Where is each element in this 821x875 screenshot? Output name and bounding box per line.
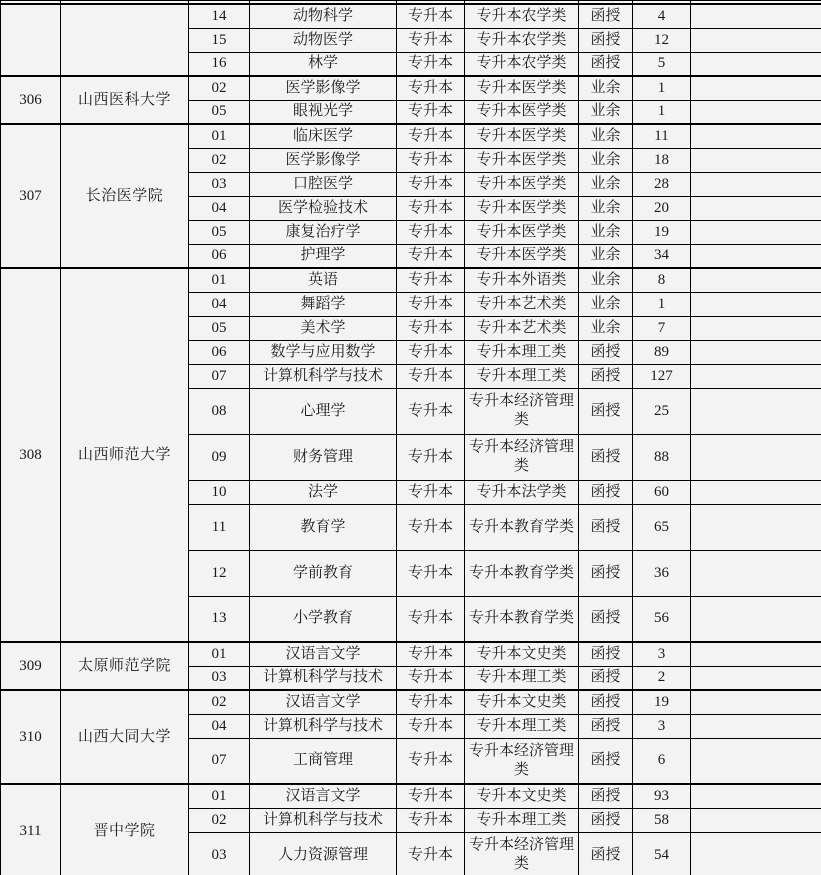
- enrollment-count-cell[interactable]: 88: [633, 434, 691, 480]
- institution-name-cell[interactable]: 山西大同大学: [61, 690, 189, 784]
- major-code-cell[interactable]: 09: [189, 434, 250, 480]
- subject-category-cell[interactable]: 专升本理工类: [465, 364, 579, 388]
- table-row[interactable]: [1, 124, 821, 148]
- enrollment-count-cell[interactable]: 18: [633, 148, 691, 172]
- major-code-cell[interactable]: 01: [189, 784, 250, 808]
- study-mode-cell[interactable]: 函授: [579, 388, 633, 434]
- table-row[interactable]: [1, 76, 821, 100]
- study-level-cell[interactable]: 专升本: [397, 220, 465, 244]
- institution-code-cell[interactable]: [1, 4, 61, 76]
- remark-cell[interactable]: [691, 666, 821, 690]
- subject-category-cell[interactable]: 专升本经济管理类: [465, 434, 579, 480]
- remark-cell[interactable]: [691, 690, 821, 714]
- enrollment-count-cell[interactable]: 19: [633, 690, 691, 714]
- enrollment-count-cell[interactable]: 89: [633, 340, 691, 364]
- study-mode-cell[interactable]: 函授: [579, 52, 633, 76]
- major-name-cell[interactable]: 汉语言文学: [250, 642, 397, 666]
- remark-cell[interactable]: [691, 268, 821, 292]
- enrollment-count-cell[interactable]: 1: [633, 100, 691, 124]
- remark-cell[interactable]: [691, 4, 821, 28]
- major-name-cell[interactable]: 英语: [250, 268, 397, 292]
- study-mode-cell[interactable]: 函授: [579, 4, 633, 28]
- subject-category-cell[interactable]: 专升本理工类: [465, 666, 579, 690]
- major-code-cell[interactable]: 02: [189, 76, 250, 100]
- major-code-cell[interactable]: 04: [189, 714, 250, 738]
- study-mode-cell[interactable]: 业余: [579, 244, 633, 268]
- study-mode-cell[interactable]: 函授: [579, 434, 633, 480]
- institution-code-cell[interactable]: 309: [1, 642, 61, 690]
- subject-category-cell[interactable]: 专升本理工类: [465, 340, 579, 364]
- major-code-cell[interactable]: 02: [189, 148, 250, 172]
- study-mode-cell[interactable]: 业余: [579, 268, 633, 292]
- study-level-cell[interactable]: 专升本: [397, 596, 465, 642]
- major-name-cell[interactable]: 医学检验技术: [250, 196, 397, 220]
- major-code-cell[interactable]: 11: [189, 504, 250, 550]
- major-code-cell[interactable]: 03: [189, 666, 250, 690]
- study-level-cell[interactable]: 专升本: [397, 808, 465, 832]
- major-name-cell[interactable]: 临床医学: [250, 124, 397, 148]
- study-level-cell[interactable]: 专升本: [397, 434, 465, 480]
- study-level-cell[interactable]: 专升本: [397, 388, 465, 434]
- study-level-cell[interactable]: 专升本: [397, 690, 465, 714]
- major-name-cell[interactable]: 学前教育: [250, 550, 397, 596]
- major-name-cell[interactable]: 心理学: [250, 388, 397, 434]
- institution-name-cell[interactable]: 太原师范学院: [61, 642, 189, 690]
- study-mode-cell[interactable]: 业余: [579, 148, 633, 172]
- subject-category-cell[interactable]: 专升本文史类: [465, 784, 579, 808]
- enrollment-count-cell[interactable]: 12: [633, 28, 691, 52]
- subject-category-cell[interactable]: 专升本医学类: [465, 172, 579, 196]
- enrollment-count-cell[interactable]: 7: [633, 316, 691, 340]
- study-level-cell[interactable]: 专升本: [397, 738, 465, 784]
- major-name-cell[interactable]: 计算机科学与技术: [250, 714, 397, 738]
- remark-cell[interactable]: [691, 292, 821, 316]
- study-level-cell[interactable]: 专升本: [397, 124, 465, 148]
- major-code-cell[interactable]: 01: [189, 642, 250, 666]
- remark-cell[interactable]: [691, 642, 821, 666]
- major-name-cell[interactable]: 舞蹈学: [250, 292, 397, 316]
- major-name-cell[interactable]: 财务管理: [250, 434, 397, 480]
- study-level-cell[interactable]: 专升本: [397, 550, 465, 596]
- institution-name-cell[interactable]: 山西医科大学: [61, 76, 189, 124]
- study-mode-cell[interactable]: 函授: [579, 808, 633, 832]
- major-code-cell[interactable]: 01: [189, 124, 250, 148]
- subject-category-cell[interactable]: 专升本医学类: [465, 148, 579, 172]
- institution-name-cell[interactable]: 晋中学院: [61, 784, 189, 875]
- enrollment-count-cell[interactable]: 25: [633, 388, 691, 434]
- major-code-cell[interactable]: 03: [189, 832, 250, 875]
- table-row[interactable]: [1, 4, 821, 28]
- study-mode-cell[interactable]: 业余: [579, 100, 633, 124]
- subject-category-cell[interactable]: 专升本艺术类: [465, 292, 579, 316]
- study-mode-cell[interactable]: 函授: [579, 340, 633, 364]
- study-mode-cell[interactable]: 函授: [579, 596, 633, 642]
- study-level-cell[interactable]: 专升本: [397, 196, 465, 220]
- major-code-cell[interactable]: 02: [189, 808, 250, 832]
- major-name-cell[interactable]: 数学与应用数学: [250, 340, 397, 364]
- enrollment-count-cell[interactable]: 3: [633, 714, 691, 738]
- major-name-cell[interactable]: 汉语言文学: [250, 784, 397, 808]
- subject-category-cell[interactable]: 专升本艺术类: [465, 316, 579, 340]
- major-name-cell[interactable]: 动物科学: [250, 4, 397, 28]
- remark-cell[interactable]: [691, 808, 821, 832]
- remark-cell[interactable]: [691, 76, 821, 100]
- major-code-cell[interactable]: 13: [189, 596, 250, 642]
- remark-cell[interactable]: [691, 52, 821, 76]
- major-name-cell[interactable]: 人力资源管理: [250, 832, 397, 875]
- subject-category-cell[interactable]: 专升本理工类: [465, 714, 579, 738]
- study-level-cell[interactable]: 专升本: [397, 316, 465, 340]
- major-code-cell[interactable]: 06: [189, 340, 250, 364]
- subject-category-cell[interactable]: 专升本医学类: [465, 76, 579, 100]
- study-mode-cell[interactable]: 函授: [579, 738, 633, 784]
- study-level-cell[interactable]: 专升本: [397, 292, 465, 316]
- study-mode-cell[interactable]: 函授: [579, 480, 633, 504]
- institution-name-cell[interactable]: [61, 4, 189, 76]
- remark-cell[interactable]: [691, 388, 821, 434]
- major-code-cell[interactable]: 04: [189, 196, 250, 220]
- study-mode-cell[interactable]: 函授: [579, 504, 633, 550]
- institution-name-cell[interactable]: 长治医学院: [61, 124, 189, 268]
- major-name-cell[interactable]: 计算机科学与技术: [250, 666, 397, 690]
- major-name-cell[interactable]: 林学: [250, 52, 397, 76]
- subject-category-cell[interactable]: 专升本外语类: [465, 268, 579, 292]
- major-name-cell[interactable]: 美术学: [250, 316, 397, 340]
- study-mode-cell[interactable]: 函授: [579, 832, 633, 875]
- major-code-cell[interactable]: 07: [189, 364, 250, 388]
- study-mode-cell[interactable]: 函授: [579, 690, 633, 714]
- major-name-cell[interactable]: 口腔医学: [250, 172, 397, 196]
- major-code-cell[interactable]: 10: [189, 480, 250, 504]
- study-level-cell[interactable]: 专升本: [397, 364, 465, 388]
- study-mode-cell[interactable]: 业余: [579, 124, 633, 148]
- remark-cell[interactable]: [691, 596, 821, 642]
- remark-cell[interactable]: [691, 434, 821, 480]
- major-code-cell[interactable]: 05: [189, 220, 250, 244]
- major-code-cell[interactable]: 06: [189, 244, 250, 268]
- institution-code-cell[interactable]: 311: [1, 784, 61, 875]
- enrollment-count-cell[interactable]: 127: [633, 364, 691, 388]
- study-level-cell[interactable]: 专升本: [397, 4, 465, 28]
- subject-category-cell[interactable]: 专升本医学类: [465, 124, 579, 148]
- major-name-cell[interactable]: 教育学: [250, 504, 397, 550]
- subject-category-cell[interactable]: 专升本农学类: [465, 52, 579, 76]
- enrollment-count-cell[interactable]: 11: [633, 124, 691, 148]
- study-mode-cell[interactable]: 业余: [579, 220, 633, 244]
- study-level-cell[interactable]: 专升本: [397, 268, 465, 292]
- study-level-cell[interactable]: 专升本: [397, 714, 465, 738]
- major-name-cell[interactable]: 小学教育: [250, 596, 397, 642]
- remark-cell[interactable]: [691, 504, 821, 550]
- study-level-cell[interactable]: 专升本: [397, 52, 465, 76]
- subject-category-cell[interactable]: 专升本法学类: [465, 480, 579, 504]
- major-name-cell[interactable]: 计算机科学与技术: [250, 364, 397, 388]
- study-level-cell[interactable]: 专升本: [397, 642, 465, 666]
- major-code-cell[interactable]: 15: [189, 28, 250, 52]
- institution-name-cell[interactable]: 山西师范大学: [61, 268, 189, 642]
- study-level-cell[interactable]: 专升本: [397, 76, 465, 100]
- study-mode-cell[interactable]: 业余: [579, 76, 633, 100]
- major-code-cell[interactable]: 05: [189, 100, 250, 124]
- study-level-cell[interactable]: 专升本: [397, 832, 465, 875]
- major-name-cell[interactable]: 计算机科学与技术: [250, 808, 397, 832]
- enrollment-count-cell[interactable]: 1: [633, 76, 691, 100]
- major-code-cell[interactable]: 03: [189, 172, 250, 196]
- subject-category-cell[interactable]: 专升本医学类: [465, 244, 579, 268]
- study-mode-cell[interactable]: 业余: [579, 316, 633, 340]
- remark-cell[interactable]: [691, 832, 821, 875]
- remark-cell[interactable]: [691, 28, 821, 52]
- remark-cell[interactable]: [691, 714, 821, 738]
- study-level-cell[interactable]: 专升本: [397, 784, 465, 808]
- enrollment-count-cell[interactable]: 58: [633, 808, 691, 832]
- enrollment-count-cell[interactable]: 65: [633, 504, 691, 550]
- enrollment-count-cell[interactable]: 54: [633, 832, 691, 875]
- major-name-cell[interactable]: 医学影像学: [250, 76, 397, 100]
- major-name-cell[interactable]: 眼视光学: [250, 100, 397, 124]
- subject-category-cell[interactable]: 专升本农学类: [465, 28, 579, 52]
- subject-category-cell[interactable]: 专升本文史类: [465, 690, 579, 714]
- study-level-cell[interactable]: 专升本: [397, 100, 465, 124]
- enrollment-count-cell[interactable]: 2: [633, 666, 691, 690]
- remark-cell[interactable]: [691, 738, 821, 784]
- subject-category-cell[interactable]: 专升本教育学类: [465, 550, 579, 596]
- study-mode-cell[interactable]: 函授: [579, 28, 633, 52]
- study-level-cell[interactable]: 专升本: [397, 504, 465, 550]
- study-mode-cell[interactable]: 业余: [579, 196, 633, 220]
- subject-category-cell[interactable]: 专升本医学类: [465, 196, 579, 220]
- subject-category-cell[interactable]: 专升本经济管理类: [465, 388, 579, 434]
- major-name-cell[interactable]: 动物医学: [250, 28, 397, 52]
- table-row[interactable]: [1, 784, 821, 808]
- enrollment-count-cell[interactable]: 3: [633, 642, 691, 666]
- subject-category-cell[interactable]: 专升本教育学类: [465, 504, 579, 550]
- enrollment-count-cell[interactable]: 60: [633, 480, 691, 504]
- enrollment-count-cell[interactable]: 6: [633, 738, 691, 784]
- remark-cell[interactable]: [691, 480, 821, 504]
- study-level-cell[interactable]: 专升本: [397, 28, 465, 52]
- remark-cell[interactable]: [691, 364, 821, 388]
- study-mode-cell[interactable]: 业余: [579, 292, 633, 316]
- enrollment-count-cell[interactable]: 8: [633, 268, 691, 292]
- study-level-cell[interactable]: 专升本: [397, 480, 465, 504]
- subject-category-cell[interactable]: 专升本农学类: [465, 4, 579, 28]
- subject-category-cell[interactable]: 专升本医学类: [465, 100, 579, 124]
- major-name-cell[interactable]: 医学影像学: [250, 148, 397, 172]
- remark-cell[interactable]: [691, 244, 821, 268]
- enrollment-count-cell[interactable]: 20: [633, 196, 691, 220]
- remark-cell[interactable]: [691, 172, 821, 196]
- enrollment-count-cell[interactable]: 19: [633, 220, 691, 244]
- major-name-cell[interactable]: 康复治疗学: [250, 220, 397, 244]
- remark-cell[interactable]: [691, 784, 821, 808]
- remark-cell[interactable]: [691, 196, 821, 220]
- study-mode-cell[interactable]: 函授: [579, 666, 633, 690]
- institution-code-cell[interactable]: 310: [1, 690, 61, 784]
- study-mode-cell[interactable]: 函授: [579, 642, 633, 666]
- major-code-cell[interactable]: 01: [189, 268, 250, 292]
- study-mode-cell[interactable]: 业余: [579, 172, 633, 196]
- study-mode-cell[interactable]: 函授: [579, 784, 633, 808]
- table-body: [1, 1, 821, 875]
- enrollment-count-cell[interactable]: 36: [633, 550, 691, 596]
- major-code-cell[interactable]: 02: [189, 690, 250, 714]
- enrollment-count-cell[interactable]: 4: [633, 4, 691, 28]
- major-name-cell[interactable]: 法学: [250, 480, 397, 504]
- major-code-cell[interactable]: 04: [189, 292, 250, 316]
- subject-category-cell[interactable]: 专升本文史类: [465, 642, 579, 666]
- remark-cell[interactable]: [691, 316, 821, 340]
- study-level-cell[interactable]: 专升本: [397, 666, 465, 690]
- subject-category-cell[interactable]: 专升本理工类: [465, 808, 579, 832]
- major-code-cell[interactable]: 05: [189, 316, 250, 340]
- enrollment-count-cell[interactable]: 5: [633, 52, 691, 76]
- subject-category-cell[interactable]: 专升本教育学类: [465, 596, 579, 642]
- remark-cell[interactable]: [691, 550, 821, 596]
- major-name-cell[interactable]: 护理学: [250, 244, 397, 268]
- remark-cell[interactable]: [691, 340, 821, 364]
- study-mode-cell[interactable]: 函授: [579, 364, 633, 388]
- enrollment-count-cell[interactable]: 1: [633, 292, 691, 316]
- enrollment-count-cell[interactable]: 56: [633, 596, 691, 642]
- table-row[interactable]: [1, 642, 821, 666]
- study-mode-cell[interactable]: 函授: [579, 714, 633, 738]
- remark-cell[interactable]: [691, 124, 821, 148]
- enrollment-count-cell[interactable]: 28: [633, 172, 691, 196]
- remark-cell[interactable]: [691, 220, 821, 244]
- subject-category-cell[interactable]: 专升本经济管理类: [465, 738, 579, 784]
- enrollment-count-cell[interactable]: 93: [633, 784, 691, 808]
- institution-code-cell[interactable]: 307: [1, 124, 61, 268]
- major-code-cell[interactable]: 12: [189, 550, 250, 596]
- major-code-cell[interactable]: 16: [189, 52, 250, 76]
- enrollment-count-cell[interactable]: 34: [633, 244, 691, 268]
- remark-cell[interactable]: [691, 100, 821, 124]
- table-row[interactable]: [1, 690, 821, 714]
- major-code-cell[interactable]: 14: [189, 4, 250, 28]
- institution-code-cell[interactable]: 306: [1, 76, 61, 124]
- study-level-cell[interactable]: 专升本: [397, 340, 465, 364]
- study-mode-cell[interactable]: 函授: [579, 550, 633, 596]
- major-name-cell[interactable]: 工商管理: [250, 738, 397, 784]
- study-level-cell[interactable]: 专升本: [397, 172, 465, 196]
- study-level-cell[interactable]: 专升本: [397, 244, 465, 268]
- institution-code-cell[interactable]: 308: [1, 268, 61, 642]
- study-level-cell[interactable]: 专升本: [397, 148, 465, 172]
- subject-category-cell[interactable]: 专升本经济管理类: [465, 832, 579, 875]
- major-code-cell[interactable]: 07: [189, 738, 250, 784]
- table-row[interactable]: [1, 268, 821, 292]
- major-code-cell[interactable]: 08: [189, 388, 250, 434]
- major-name-cell[interactable]: 汉语言文学: [250, 690, 397, 714]
- subject-category-cell[interactable]: 专升本医学类: [465, 220, 579, 244]
- remark-cell[interactable]: [691, 148, 821, 172]
